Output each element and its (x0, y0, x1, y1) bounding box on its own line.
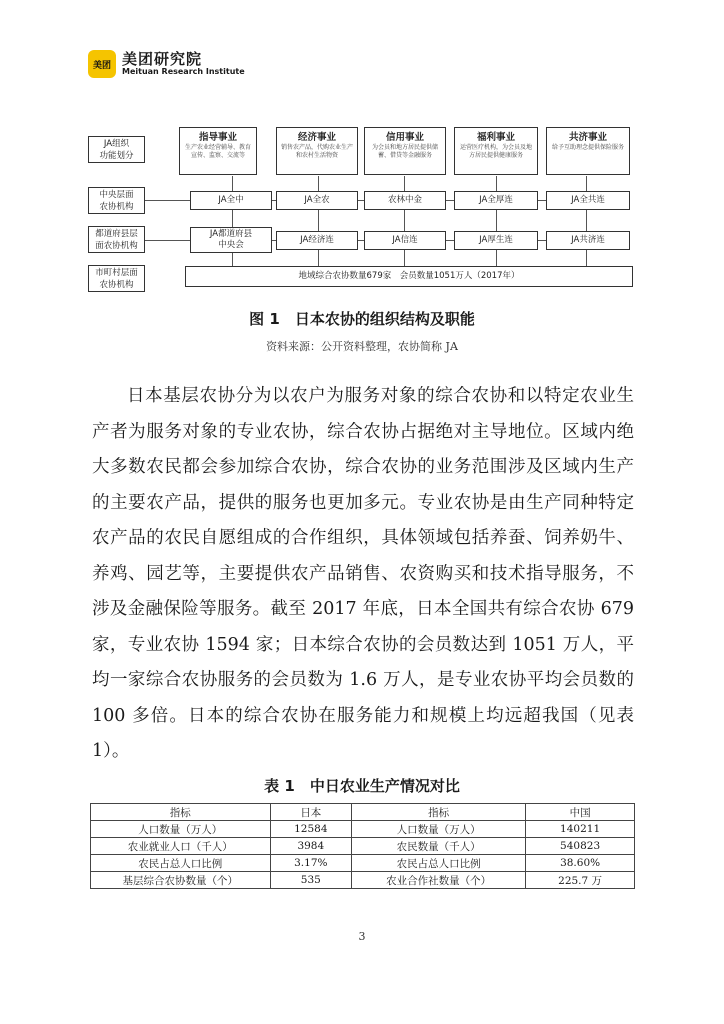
table-cell: 人口数量（万人） (91, 821, 271, 838)
municipal-summary-box: 地域综合农协数量679家 会员数量1051万人（2017年） (185, 266, 633, 287)
table-row (91, 838, 635, 855)
table-row (91, 855, 635, 872)
page-number: 3 (358, 930, 366, 943)
prefecture-org-welfare: JA厚生连 (454, 231, 538, 250)
header-cell: 指标 (352, 804, 526, 821)
table-cell: 农业合作社数量（个） (352, 872, 526, 889)
logo-name-cn: 美团研究院 (122, 50, 203, 68)
function-box-welfare: 福利事业 运营医疗机构，为会员及地方居民提供健康服务 (454, 127, 538, 175)
central-org-norinchukin: 农林中金 (364, 191, 446, 210)
central-org-ja-zennoh: JA全农 (276, 191, 358, 210)
function-box-economic: 经济事业 销售农产品，代购农业生产和农村生活物资 (276, 127, 358, 175)
left-label-central: 中央层面 农协机构 (88, 187, 145, 214)
left-label-prefecture: 都道府县层 面农协机构 (88, 226, 145, 253)
left-label-municipal: 市町村层面 农协机构 (88, 265, 145, 292)
body-text (92, 379, 634, 770)
table-cell: 农民数量（千人） (352, 838, 526, 855)
table-row (91, 872, 635, 889)
left-label-function: JA组织 功能划分 (88, 136, 145, 163)
central-org-ja-zenchu: JA全中 (190, 191, 272, 210)
table-cell: 基层综合农协数量（个） (91, 872, 271, 889)
table-cell: 农业就业人口（千人） (91, 838, 271, 855)
figure-title: 图 1 日本农协的组织结构及职能 (249, 310, 475, 328)
table-cell: 3984 (270, 838, 352, 855)
prefecture-org-credit: JA信连 (364, 231, 446, 250)
figure-source: 资料来源：公开资料整理，农协简称 JA (266, 340, 458, 353)
org-diagram (0, 0, 724, 300)
header-cell: 指标 (91, 804, 271, 821)
table-title: 表 1 中日农业生产情况对比 (264, 777, 460, 795)
table-cell: 农民占总人口比例 (352, 855, 526, 872)
table-cell: 535 (270, 872, 352, 889)
central-org-ja-zenkoren: JA全厚连 (454, 191, 538, 210)
body-paragraph: 日本基层农协分为以农户为服务对象的综合农协和以特定农业生产者为服务对象的专业农协，综合农协占据绝对主导地位。区域内绝大多数农民都会参加综合农协，综合农协的业务范围涉及区域内生产的主要农产品，提供的服务也更加多元。专业农协是由生产同种特定农产品的农民自愿组成的合作组织，具体领域包括养蚕、饲养奶牛、养鸡、园艺等，主要提供农产品销售、农资购买和技术指导服务，不涉及金融保险等服务。截至 2017 年底，日本全国共有综合农协 679 家，专业农协 1594 家；日本综合农协的会员数达到 1051 万人，平均一家综合农协服务的会员数为 1.6 万人，是专业农协平均会员数的 100 多倍。日本的综合农协在服务能力和规模上均远超我国（见表 1）。 (92, 386, 634, 761)
table-cell: 12584 (270, 821, 352, 838)
table-cell: 人口数量（万人） (352, 821, 526, 838)
comparison-table (90, 803, 635, 889)
central-org-ja-zenkyoren: JA全共连 (546, 191, 630, 210)
function-box-mutual-aid: 共济事业 给予互助理念提供保险服务 (546, 127, 630, 175)
header-cell: 中国 (526, 804, 635, 821)
logo-name-en: Meituan Research Institute (122, 67, 245, 76)
table-cell: 540823 (526, 838, 635, 855)
table-cell: 农民占总人口比例 (91, 855, 271, 872)
table-cell: 3.17% (270, 855, 352, 872)
function-box-credit: 信用事业 为会员和地方居民提供储蓄、借贷等金融服务 (364, 127, 446, 175)
function-box-guidance: 指导事业 生产农业经营辅导、教育宣传、监察、交流等 (179, 127, 257, 175)
table-header-row (91, 804, 635, 821)
table-cell: 140211 (526, 821, 635, 838)
prefecture-org-mutual-aid: JA共济连 (546, 231, 630, 250)
table-row (91, 821, 635, 838)
table-cell: 38.60% (526, 855, 635, 872)
prefecture-org-economic: JA经济连 (276, 231, 358, 250)
logo-badge: 美团 (88, 50, 116, 78)
header-cell: 日本 (270, 804, 352, 821)
prefecture-org-central-union: JA都道府县 中央会 (190, 227, 272, 253)
table-cell: 225.7 万 (526, 872, 635, 889)
